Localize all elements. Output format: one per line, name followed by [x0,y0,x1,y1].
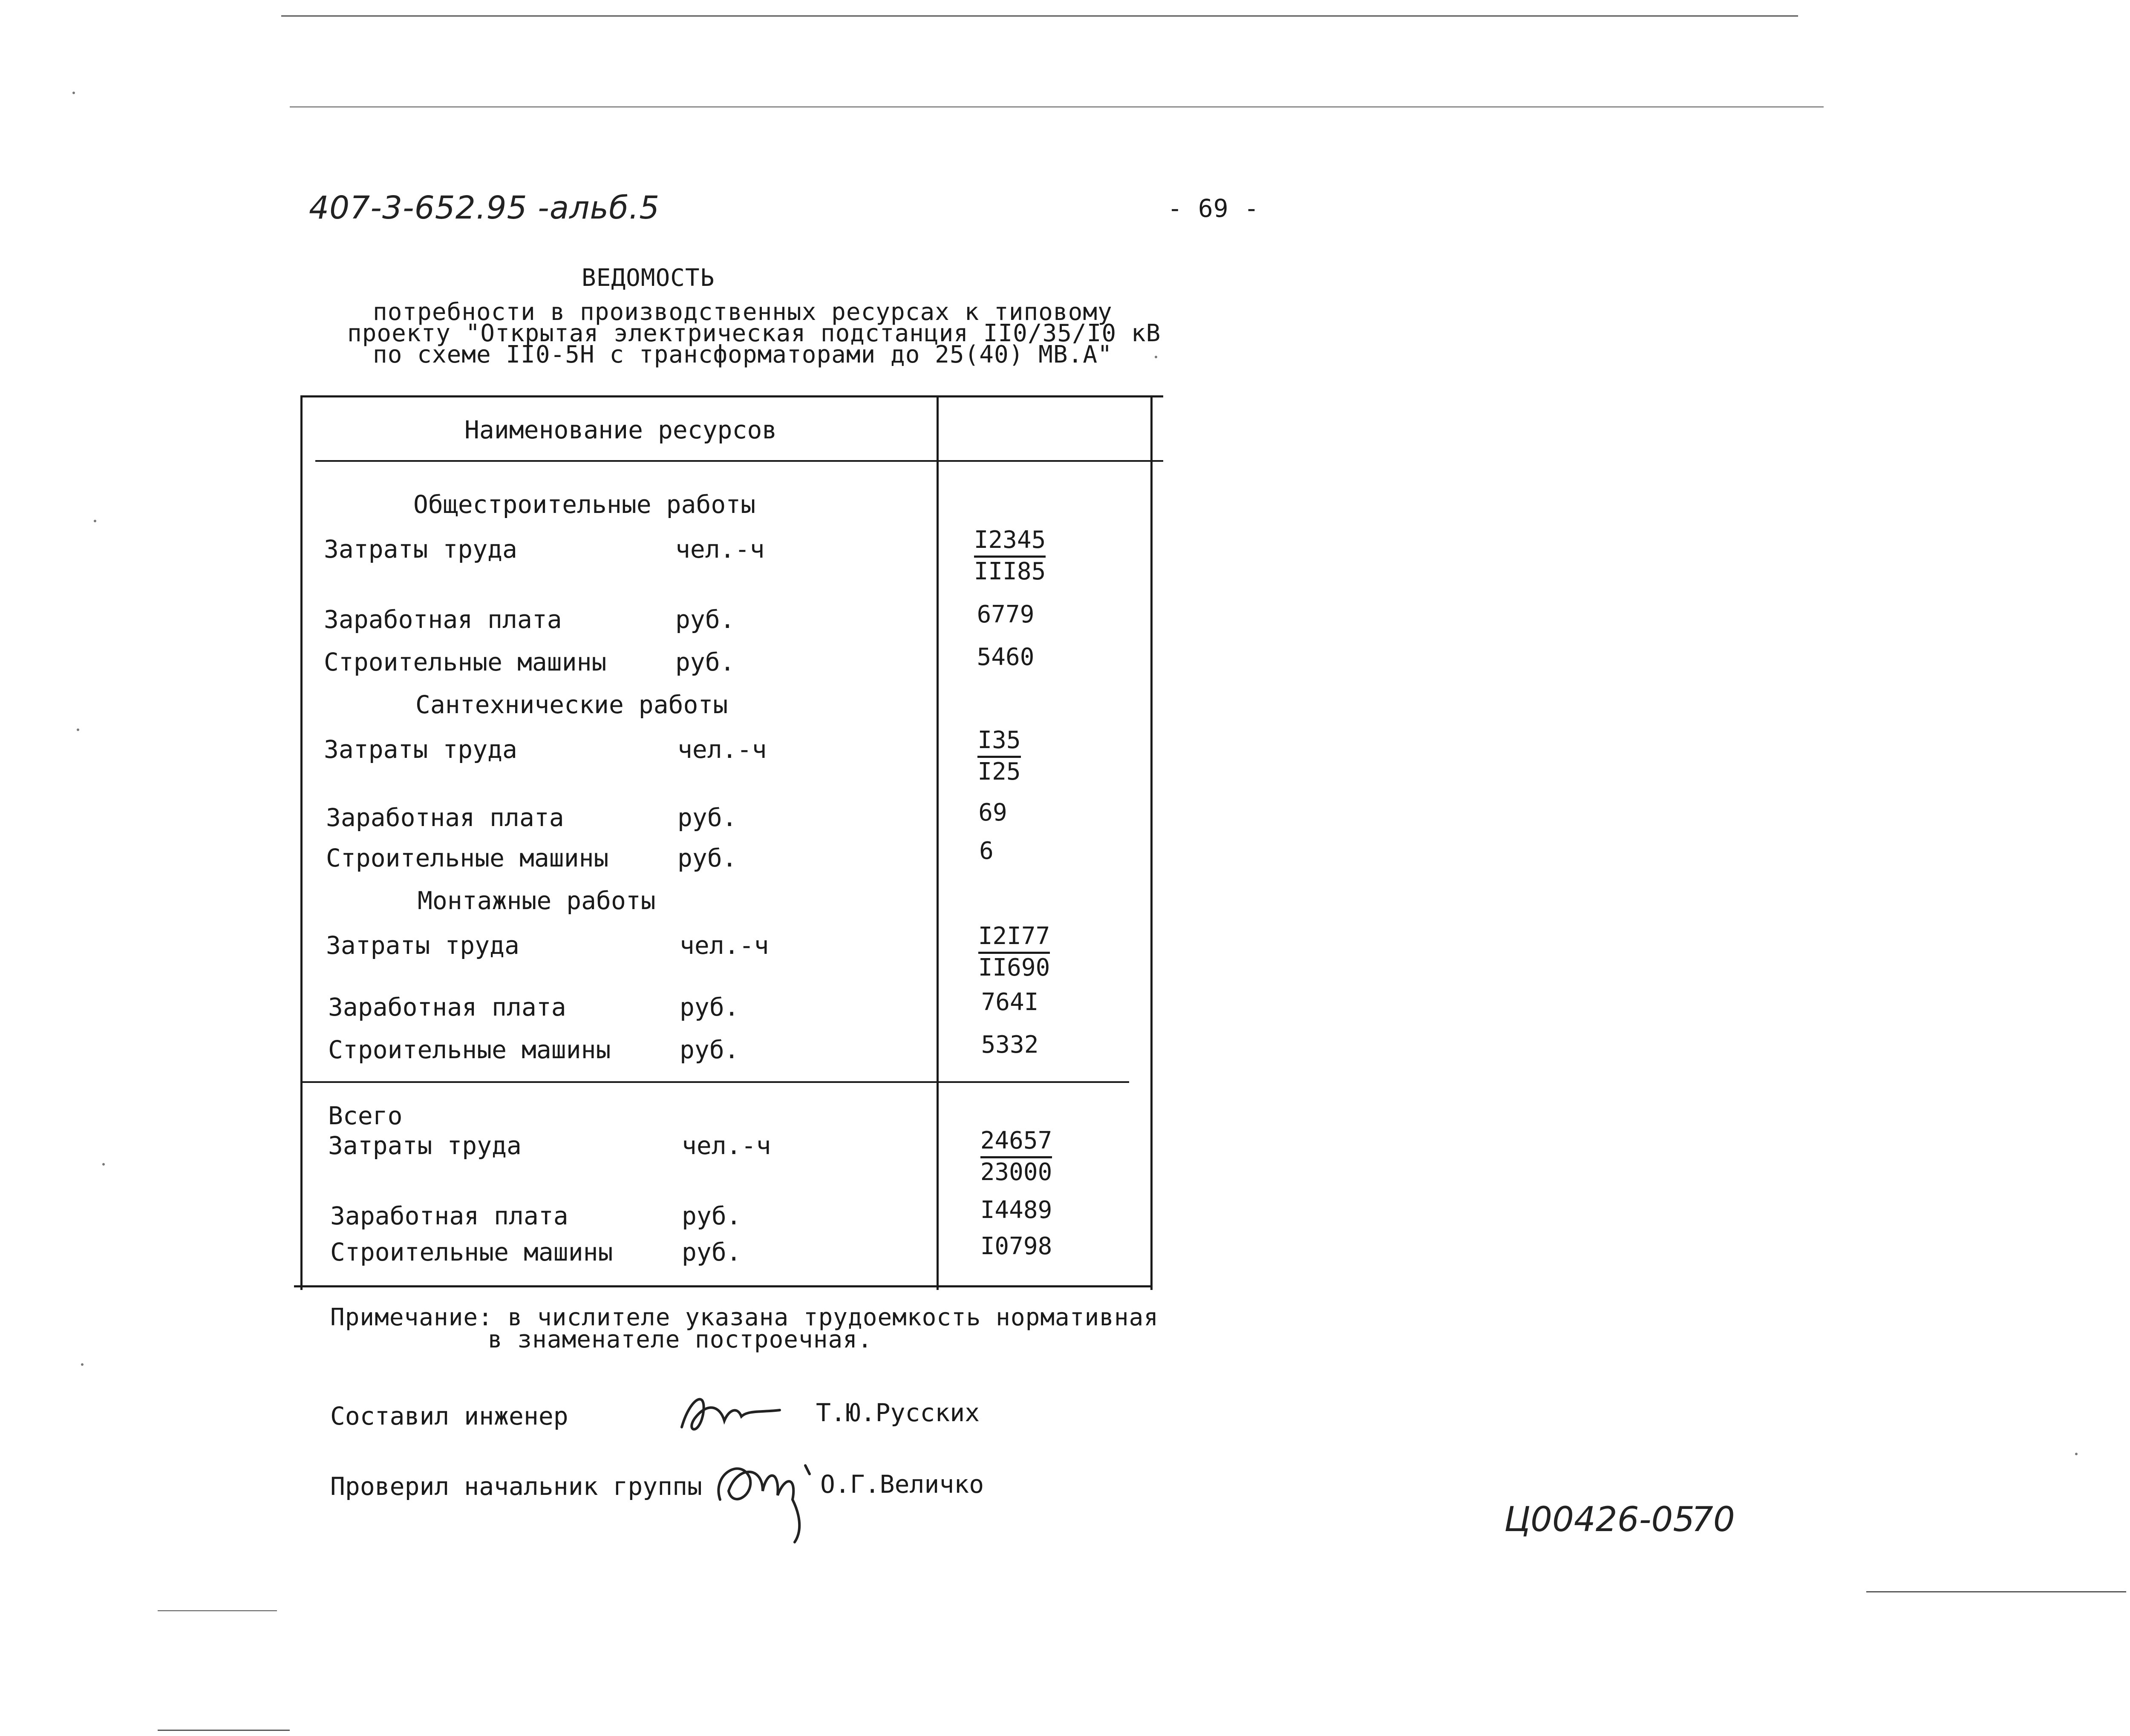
denominator: 23000 [980,1158,1052,1186]
signature-name: Т.Ю.Русских [816,1398,980,1427]
row-unit: руб. [677,803,737,832]
table-total-divider [303,1081,1129,1083]
scan-speck [1155,356,1157,358]
row-value: I4489 [980,1196,1052,1224]
row-name: Заработная плата [328,993,566,1022]
numerator: I35 [977,726,1020,758]
row-value: I0798 [980,1232,1052,1260]
signature-handwritten-1 [673,1380,793,1444]
row-name: Затраты труда [328,1131,522,1160]
numerator: 24657 [980,1127,1052,1158]
signature-name: О.Г.Величко [820,1470,984,1499]
row-value: 6 [979,837,994,865]
row-value: 5332 [981,1031,1039,1059]
row-name: Строительные машины [324,648,607,677]
signature-role: Составил инженер [330,1402,568,1431]
row-unit: руб. [682,1238,741,1267]
row-name: Строительные машины [328,1035,611,1064]
title-line-1: потребности в производственных ресурсах к типовому [373,298,1113,326]
row-unit: руб. [682,1201,741,1230]
row-unit: руб. [675,605,735,634]
total-title: Всего [328,1101,403,1130]
scan-speck [72,92,75,94]
row-unit: чел.-ч [682,1131,771,1160]
row-value-fraction [963,922,1065,982]
row-unit: руб. [675,648,735,677]
signature-role: Проверил начальник группы [330,1472,702,1501]
scan-speck [2075,1453,2078,1455]
row-unit: чел.-ч [675,535,765,564]
row-unit: руб. [680,1035,739,1064]
note-line-2: в знаменателе построечная. [488,1326,873,1353]
row-unit: руб. [677,844,737,872]
row-value-fraction [959,526,1061,585]
row-unit: чел.-ч [680,931,769,960]
archive-number: Ц00426-05 [1504,1500,1695,1539]
table-header-name: Наименование ресурсов [464,415,777,444]
table-bottom-border [294,1285,1153,1287]
row-value: 764I [981,988,1039,1016]
row-name: Заработная плата [324,605,562,634]
bottom-right-rule [1866,1591,2126,1592]
denominator: II690 [978,954,1050,982]
bottom-left-rule-2 [158,1730,290,1731]
document-title: ВЕДОМОСТЬ [582,264,715,292]
top-scan-rule [281,15,1798,17]
table-header-divider [315,460,1163,462]
sheet-number: 70 [1692,1500,1735,1539]
title-line-2: проекту "Открытая электрическая подстанция II0/35/I0 кВ [347,320,1161,347]
table-right-border [1150,395,1153,1290]
section-title: Общестроительные работы [413,490,756,519]
row-name: Заработная плата [330,1201,568,1230]
row-name: Заработная плата [326,803,564,832]
document-code: 407-3-652.95 -альб.5 [309,190,660,226]
row-name: Затраты труда [326,931,519,960]
row-name: Затраты труда [324,735,517,764]
row-name: Затраты труда [324,535,517,564]
row-value-fraction [948,726,1050,786]
denominator: I25 [977,758,1021,786]
note-line-1: Примечание: в числителе указана трудоемкость нормативная [330,1304,1159,1331]
row-value-fraction [965,1127,1067,1186]
table-top-border [300,395,1163,397]
row-value: 69 [978,799,1007,826]
scan-speck [81,1363,84,1366]
section-title: Монтажные работы [418,886,656,915]
numerator: I2345 [974,526,1046,558]
row-name: Строительные машины [326,844,609,872]
section-title: Сантехнические работы [415,690,728,719]
row-unit: руб. [680,993,739,1022]
signature-handwritten-2 [707,1448,818,1546]
denominator: III85 [974,558,1046,585]
numerator: I2I77 [978,922,1050,954]
row-unit: чел.-ч [677,735,767,764]
row-name: Строительные машины [330,1238,613,1267]
title-line-3: по схеме II0-5Н с трансформаторами до 25(40) МВ.А" [373,341,1113,369]
scan-speck [102,1163,105,1166]
bottom-left-rule [158,1610,277,1611]
table-left-border [300,395,303,1290]
scan-speck [94,520,96,522]
scan-speck [77,728,79,731]
row-value: 5460 [977,643,1035,671]
page-number: - 69 - [1167,194,1260,223]
row-value: 6779 [977,601,1035,628]
